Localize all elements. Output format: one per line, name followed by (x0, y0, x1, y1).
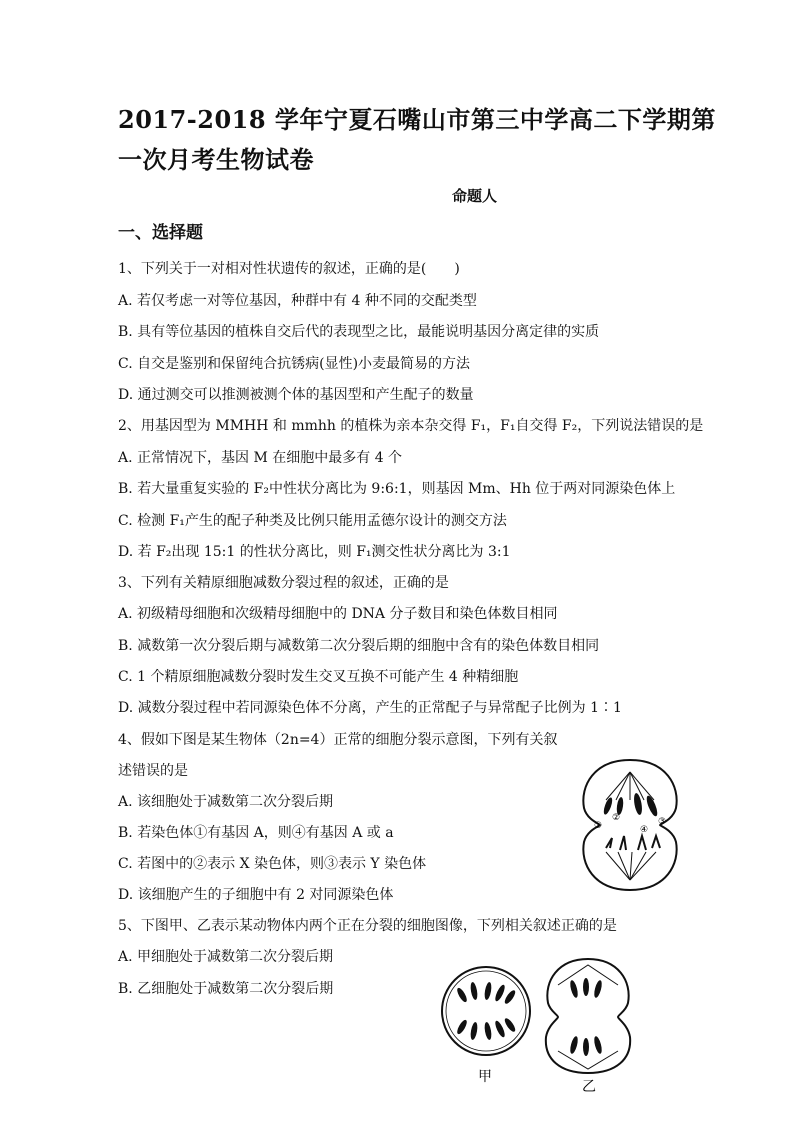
q2-option-b: B. 若大量重复实验的 F₂中性状分离比为 9:6:1，则基因 Mm、Hh 位于两对同源染色体上 (118, 481, 676, 497)
spindle-fibers (606, 772, 656, 880)
q1-option-c: C. 自交是鉴别和保留纯合抗锈病(显性)小麦最简易的方法 (118, 356, 471, 372)
q2-option-a: A. 正常情况下，基因 M 在细胞中最多有 4 个 (118, 450, 403, 466)
q1-option-a: A. 若仅考虑一对等位基因，种群中有 4 种不同的交配类型 (118, 293, 477, 309)
label-1: ① (594, 821, 603, 831)
label-3: ③ (658, 817, 667, 827)
label-2: ② (612, 813, 621, 823)
q5-cell-figures (432, 955, 642, 1095)
cell-jia (442, 967, 530, 1055)
q4-stem-cont: 述错误的是 (118, 763, 188, 779)
title-line-1: 2017-2018 学年宁夏石嘴山市第三中学高二下学期第 (118, 105, 716, 134)
q3-option-a: A. 初级精母细胞和次级精母细胞中的 DNA 分子数目和染色体数目相同 (118, 606, 558, 622)
q5-stem: 5、下图甲、乙表示某动物体内两个正在分裂的细胞图像，下列相关叙述正确的是 (118, 918, 617, 934)
q2-option-d: D. 若 F₂出现 15:1 的性状分离比，则 F₁测交性状分离比为 3:1 (118, 544, 511, 560)
q5-option-b: B. 乙细胞处于减数第二次分裂后期 (118, 981, 334, 997)
q5-option-a: A. 甲细胞处于减数第二次分裂后期 (118, 949, 334, 965)
section-heading: 一、选择题 (118, 223, 203, 243)
q3-option-b: B. 减数第一次分裂后期与减数第二次分裂后期的细胞中含有的染色体数目相同 (118, 638, 600, 654)
title-line-2: 一次月考生物试卷 (118, 145, 314, 174)
author-label: 命题人 (451, 187, 497, 205)
label-yi: 乙 (582, 1079, 596, 1095)
lower-chromosomes (606, 836, 660, 850)
q3-option-d: D. 减数分裂过程中若同源染色体不分离，产生的正常配子与异常配子比例为 1∶1 (118, 700, 622, 716)
q4-option-c: C. 若图中的②表示 X 染色体，则③表示 Y 染色体 (118, 856, 427, 872)
q3-option-c: C. 1 个精原细胞减数分裂时发生交叉互换不可能产生 4 种精细胞 (118, 669, 519, 685)
q1-option-d: D. 通过测交可以推测被测个体的基因型和产生配子的数量 (118, 387, 474, 403)
q4-option-b: B. 若染色体①有基因 A，则④有基因 A 或 a (118, 825, 394, 841)
q1-stem: 1、下列关于一对相对性状遗传的叙述，正确的是( ) (118, 261, 460, 277)
paper-title (118, 100, 718, 180)
q2-stem: 2、用基因型为 MMHH 和 mmhh 的植株为亲本杂交得 F₁，F₁自交得 F₂，下列说法错误的是 (118, 418, 704, 434)
label-jia: 甲 (478, 1069, 492, 1085)
q4-option-d: D. 该细胞产生的子细胞中有 2 对同源染色体 (118, 887, 394, 903)
q4-stem: 4、假如下图是某生物体（2n=4）正常的细胞分裂示意图，下列有关叙 (118, 732, 558, 748)
q2-option-c: C. 检测 F₁产生的配子种类及比例只能用孟德尔设计的测交方法 (118, 513, 507, 529)
q4-cell-division-figure (576, 756, 684, 894)
q4-option-a: A. 该细胞处于减数第二次分裂后期 (118, 794, 334, 810)
q3-stem: 3、下列有关精原细胞减数分裂过程的叙述，正确的是 (118, 575, 449, 591)
label-4: ④ (640, 825, 649, 835)
cell-yi (546, 959, 630, 1073)
q1-option-b: B. 具有等位基因的植株自交后代的表现型之比，最能说明基因分离定律的实质 (118, 324, 600, 340)
